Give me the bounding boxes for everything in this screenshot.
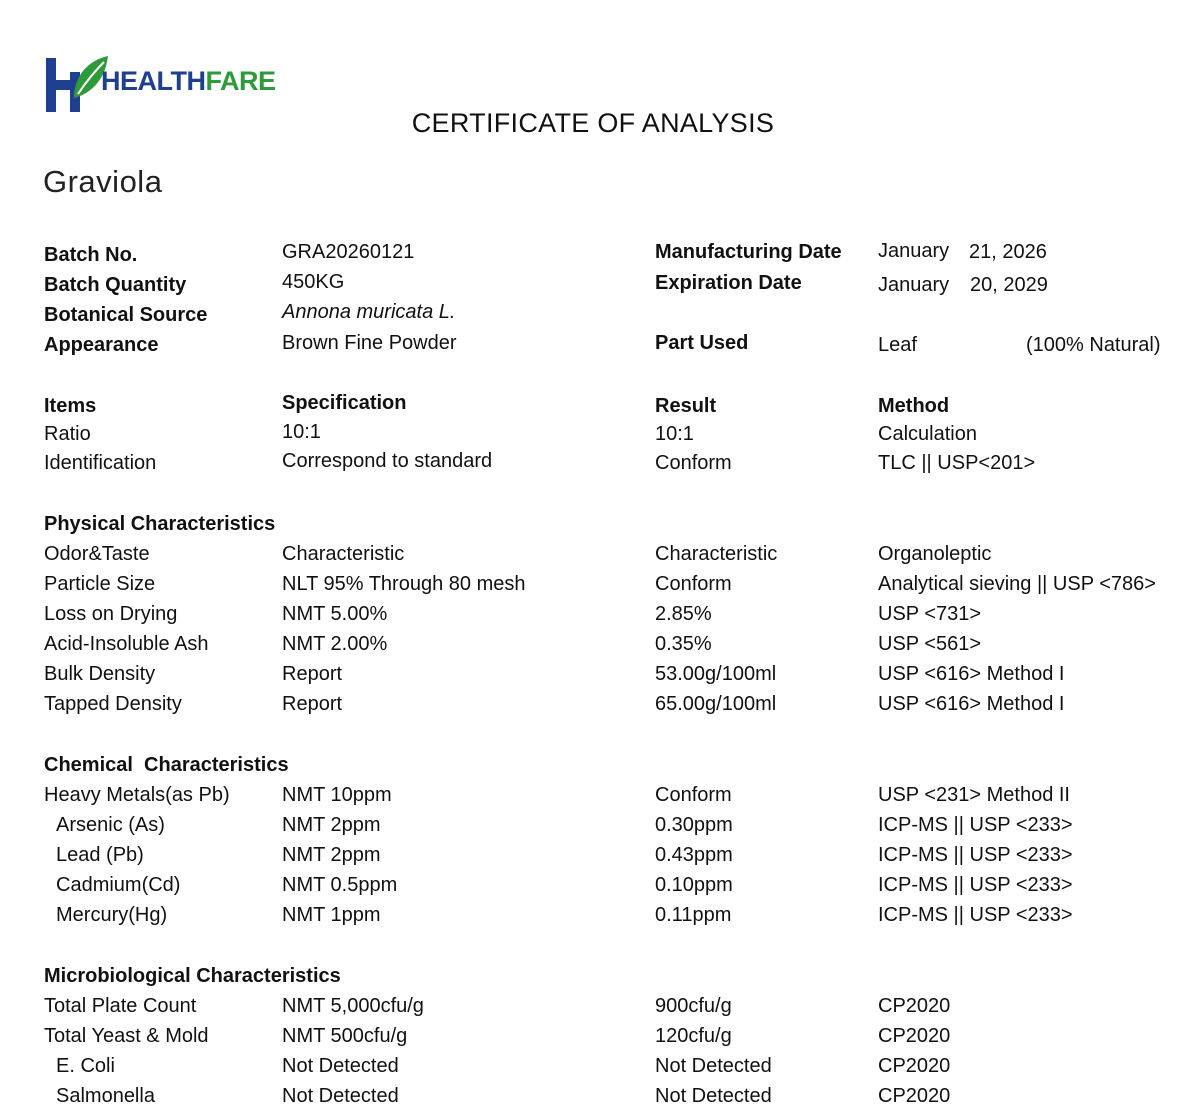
table-row-result: 900cfu/g xyxy=(655,995,732,1017)
table-row-result: Characteristic xyxy=(655,543,778,565)
appearance-value: Brown Fine Powder xyxy=(282,332,457,354)
table-row-spec: NMT 500cfu/g xyxy=(282,1025,408,1047)
table-row-item: Acid-Insoluble Ash xyxy=(44,633,209,655)
mfg-date-label: Manufacturing Date xyxy=(655,241,842,263)
table-row-result: Not Detected xyxy=(655,1085,772,1107)
table-row-method: CP2020 xyxy=(878,1055,951,1077)
table-row-item: Mercury(Hg) xyxy=(56,904,168,926)
table-row-method: USP <616> Method I xyxy=(878,693,1065,715)
table-row-spec: NMT 5,000cfu/g xyxy=(282,995,424,1017)
exp-date-label: Expiration Date xyxy=(655,272,802,294)
table-row-item: Salmonella xyxy=(56,1085,155,1107)
exp-date-day: 20, 2029 xyxy=(970,274,1048,296)
document-title: CERTIFICATE OF ANALYSIS xyxy=(411,108,775,138)
table-row-item: E. Coli xyxy=(56,1055,115,1077)
table-row-spec: 10:1 xyxy=(282,421,321,443)
header-result: Result xyxy=(655,395,717,417)
table-row-method: CP2020 xyxy=(878,1085,951,1107)
part-used-value: Leaf xyxy=(878,334,917,356)
product-name: Graviola xyxy=(43,164,163,199)
exp-date-month: January xyxy=(878,274,950,296)
header-items: Items xyxy=(44,395,97,417)
batch-qty-label: Batch Quantity xyxy=(44,274,187,296)
table-row-spec: Not Detected xyxy=(282,1085,399,1107)
header-specification: Specification xyxy=(282,392,407,414)
table-row-item: Heavy Metals(as Pb) xyxy=(44,784,230,806)
table-row-method: ICP-MS || USP <233> xyxy=(878,814,1073,836)
table-row-method: TLC || USP<201> xyxy=(878,452,1036,474)
table-row-spec: Report xyxy=(282,663,343,685)
table-row-method: USP <231> Method II xyxy=(878,784,1070,806)
table-row-result: 0.11ppm xyxy=(655,904,732,926)
table-row-result: Conform xyxy=(655,452,732,474)
table-row-spec: Correspond to standard xyxy=(282,450,493,472)
table-row-item: Tapped Density xyxy=(44,693,182,715)
physical-section-title: Physical Characteristics xyxy=(44,513,276,535)
table-row-result: 0.10ppm xyxy=(655,874,733,896)
table-row-method: ICP-MS || USP <233> xyxy=(878,844,1073,866)
mfg-date-month: January xyxy=(878,240,950,262)
table-row-method: Analytical sieving || USP <786> xyxy=(878,573,1156,595)
batch-no-value: GRA20260121 xyxy=(282,241,415,263)
table-row-item: Ratio xyxy=(44,423,91,445)
table-row-item: Odor&Taste xyxy=(44,543,150,565)
logo-brand-part1: HEALTH xyxy=(101,66,206,96)
mfg-date-day: 21, 2026 xyxy=(969,241,1047,263)
table-row-item: Bulk Density xyxy=(44,663,156,685)
table-row-item: Loss on Drying xyxy=(44,603,178,625)
table-row-result: 0.30ppm xyxy=(655,814,733,836)
table-row-spec: NMT 2ppm xyxy=(282,814,381,836)
batch-qty-value: 450KG xyxy=(282,271,345,293)
table-row-item: Particle Size xyxy=(44,573,156,595)
table-row-result: Conform xyxy=(655,573,732,595)
botanical-value: Annona muricata L. xyxy=(282,301,456,323)
table-row-result: Conform xyxy=(655,784,732,806)
table-row-result: 65.00g/100ml xyxy=(655,693,777,715)
header-method: Method xyxy=(878,395,950,417)
table-row-method: CP2020 xyxy=(878,1025,951,1047)
table-row-spec: NMT 1ppm xyxy=(282,904,381,926)
botanical-label: Botanical Source xyxy=(44,304,208,326)
batch-no-label: Batch No. xyxy=(44,244,138,266)
table-row-method: ICP-MS || USP <233> xyxy=(878,904,1073,926)
table-row-method: USP <561> xyxy=(878,633,982,655)
table-row-item: Total Yeast & Mold xyxy=(44,1025,209,1047)
table-row-method: CP2020 xyxy=(878,995,951,1017)
table-row-result: Not Detected xyxy=(655,1055,772,1077)
table-row-spec: Not Detected xyxy=(282,1055,399,1077)
table-row-spec: NMT 10ppm xyxy=(282,784,392,806)
table-row-spec: NMT 2ppm xyxy=(282,844,381,866)
logo-brand-part2: FARE xyxy=(205,66,276,96)
chemical-section-title: Chemical Characteristics xyxy=(44,754,289,776)
table-row-spec: NMT 0.5ppm xyxy=(282,874,398,896)
table-row-item: Identification xyxy=(44,452,157,474)
table-row-result: 120cfu/g xyxy=(655,1025,732,1047)
table-row-method: USP <616> Method I xyxy=(878,663,1065,685)
micro-section-title: Microbiological Characteristics xyxy=(44,965,341,987)
table-row-result: 2.85% xyxy=(655,603,712,625)
table-row-spec: Report xyxy=(282,693,343,715)
table-row-result: 0.35% xyxy=(655,633,712,655)
table-row-result: 53.00g/100ml xyxy=(655,663,777,685)
logo-wordmark xyxy=(101,66,276,97)
table-row-spec: NMT 5.00% xyxy=(282,603,388,625)
table-row-item: Lead (Pb) xyxy=(56,844,144,866)
table-row-method: Calculation xyxy=(878,423,977,445)
table-row-spec: NLT 95% Through 80 mesh xyxy=(282,573,526,595)
appearance-label: Appearance xyxy=(44,334,159,356)
table-row-method: USP <731> xyxy=(878,603,982,625)
table-row-result: 0.43ppm xyxy=(655,844,733,866)
table-row-item: Arsenic (As) xyxy=(56,814,165,836)
table-row-result: 10:1 xyxy=(655,423,694,445)
table-row-method: Organoleptic xyxy=(878,543,992,565)
table-row-spec: Characteristic xyxy=(282,543,405,565)
table-row-item: Cadmium(Cd) xyxy=(56,874,181,896)
part-used-label: Part Used xyxy=(655,332,749,354)
table-row-item: Total Plate Count xyxy=(44,995,197,1017)
table-row-spec: NMT 2.00% xyxy=(282,633,388,655)
table-row-method: ICP-MS || USP <233> xyxy=(878,874,1073,896)
part-used-note: (100% Natural) xyxy=(1026,334,1161,356)
